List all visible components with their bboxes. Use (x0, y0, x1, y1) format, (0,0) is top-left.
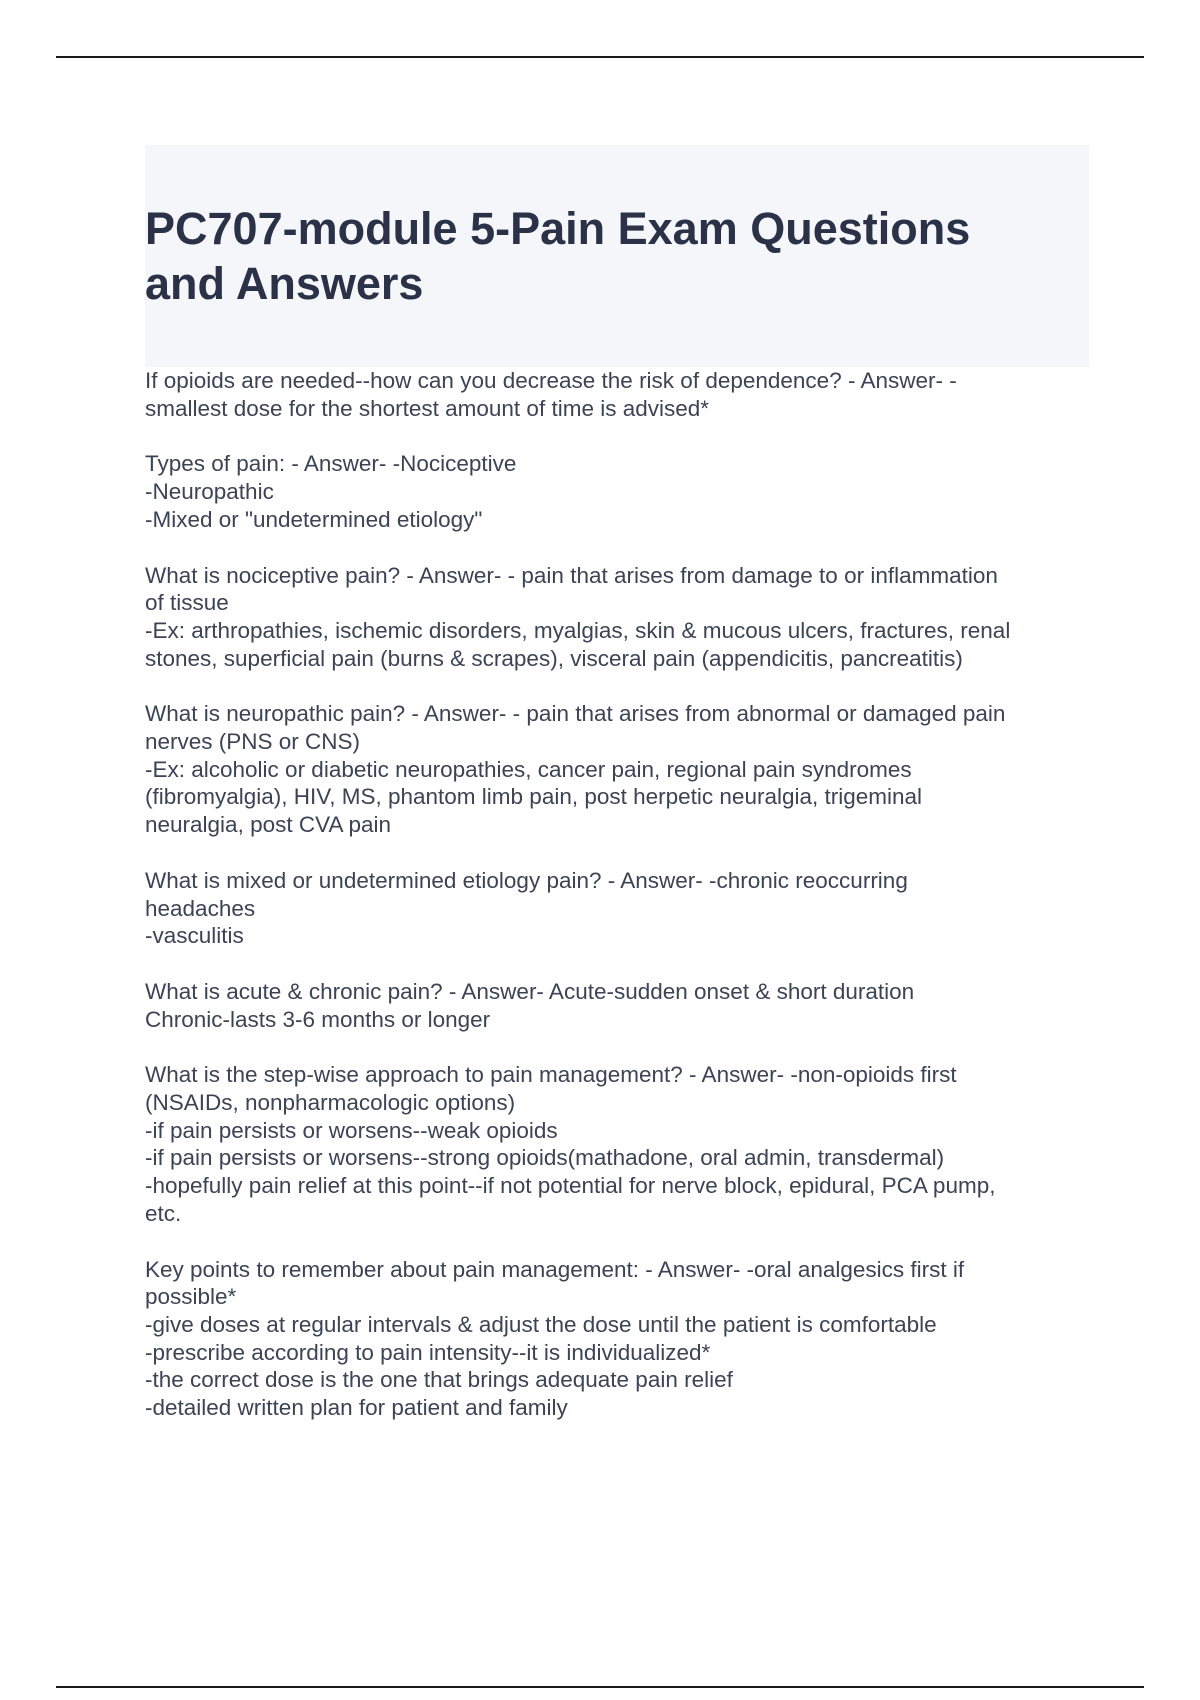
qa-line: -if pain persists or worsens--strong opioids(mathadone, oral admin, transdermal) (145, 1145, 945, 1171)
qa-line: stones, superficial pain (burns & scrapes), visceral pain (appendicitis, pancreatitis) (145, 645, 963, 671)
qa-line: What is mixed or undetermined etiology pain? - Answer- -chronic reoccurring (145, 867, 908, 893)
qa-list (145, 367, 1089, 1450)
qa-line: (NSAIDs, nonpharmacologic options) (145, 1090, 516, 1116)
qa-item-types-of-pain (145, 450, 1089, 533)
qa-line: neuralgia, post CVA pain (145, 812, 391, 838)
qa-line: -Ex: arthropathies, ischemic disorders, myalgias, skin & mucous ulcers, fractures, renal (145, 617, 1011, 643)
qa-line: -hopefully pain relief at this point--if not potential for nerve block, epidural, PCA pump, (145, 1173, 996, 1199)
title-line: PC707-module 5-Pain Exam Questions (145, 203, 971, 254)
qa-line: of tissue (145, 590, 229, 616)
qa-line: What is the step-wise approach to pain management? - Answer- -non-opioids first (145, 1062, 957, 1088)
qa-line: headaches (145, 895, 256, 921)
qa-line: What is nociceptive pain? - Answer- - pain that arises from damage to or inflammation (145, 562, 998, 588)
qa-line: -prescribe according to pain intensity--it is individualized* (145, 1339, 711, 1365)
title-block (145, 145, 1089, 367)
qa-item-mixed-etiology (145, 867, 1089, 950)
qa-line: nerves (PNS or CNS) (145, 729, 361, 755)
qa-item-opioid-dependence (145, 367, 1089, 422)
qa-line: Chronic-lasts 3-6 months or longer (145, 1006, 491, 1032)
qa-line: smallest dose for the shortest amount of time is advised* (145, 395, 710, 421)
qa-line: What is acute & chronic pain? - Answer- Acute-sudden onset & short duration (145, 978, 915, 1004)
title-line: and Answers (145, 258, 424, 309)
bottom-rule (56, 1686, 1144, 1688)
qa-line: possible* (145, 1284, 237, 1310)
qa-line: -vasculitis (145, 923, 244, 949)
qa-item-key-points (145, 1256, 1089, 1422)
qa-line: -the correct dose is the one that brings adequate pain relief (145, 1367, 733, 1393)
qa-item-step-wise-approach (145, 1061, 1089, 1227)
qa-line: -if pain persists or worsens--weak opioids (145, 1117, 558, 1143)
qa-line: What is neuropathic pain? - Answer- - pain that arises from abnormal or damaged pain (145, 701, 1006, 727)
qa-line: -give doses at regular intervals & adjust the dose until the patient is comfortable (145, 1311, 937, 1337)
document-title (145, 201, 1089, 311)
qa-line: -Neuropathic (145, 479, 274, 505)
qa-line: -detailed written plan for patient and family (145, 1395, 568, 1421)
qa-line: -Ex: alcoholic or diabetic neuropathies, cancer pain, regional pain syndromes (145, 756, 912, 782)
qa-item-neuropathic (145, 700, 1089, 839)
qa-item-nociceptive (145, 562, 1089, 673)
qa-line: Key points to remember about pain management: - Answer- -oral analgesics first if (145, 1256, 965, 1282)
qa-line: (fibromyalgia), HIV, MS, phantom limb pain, post herpetic neuralgia, trigeminal (145, 784, 923, 810)
top-rule (56, 56, 1144, 58)
qa-line: If opioids are needed--how can you decrease the risk of dependence? - Answer- - (145, 368, 957, 393)
qa-item-acute-chronic (145, 978, 1089, 1033)
qa-line: etc. (145, 1200, 182, 1226)
qa-line: -Mixed or "undetermined etiology" (145, 506, 483, 532)
qa-line: Types of pain: - Answer- -Nociceptive (145, 451, 517, 477)
